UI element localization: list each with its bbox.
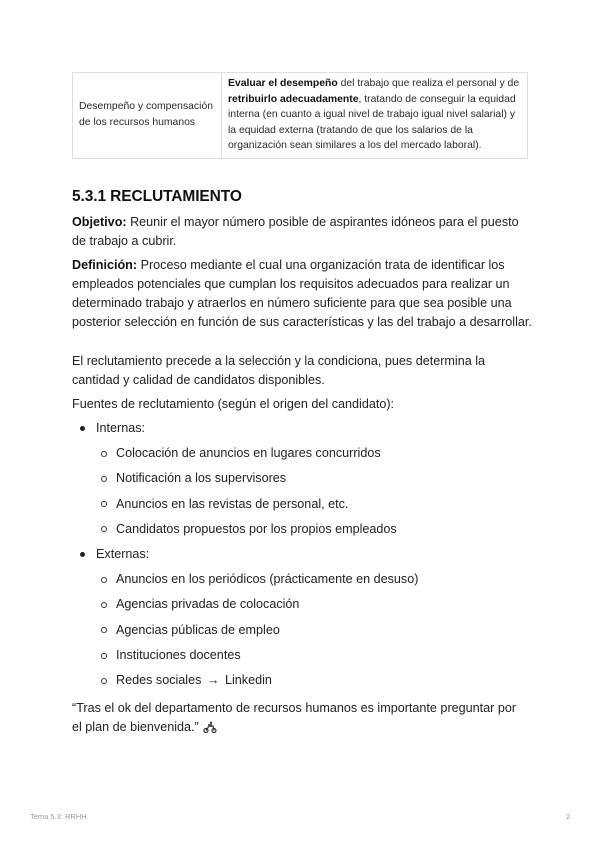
circle-bullet-icon: [101, 627, 107, 633]
circle-bullet-icon: [101, 653, 107, 659]
circle-bullet-icon: [101, 476, 107, 482]
external-item-text: Instituciones docentes: [116, 648, 241, 663]
list-item-internal: [72, 419, 532, 444]
list-item: [72, 469, 532, 494]
quote-text: “Tras el ok del departamento de recursos humanos es importante preguntar por el plan de bienvenida.”: [72, 701, 517, 734]
bold-evaluate: Evaluar el desempeño: [228, 78, 338, 89]
external-item-text: Redes sociales: [116, 673, 202, 688]
external-label: Externas:: [96, 547, 150, 562]
bold-retribute: retribuirlo adecuadamente: [228, 93, 359, 105]
external-item-text: Anuncios en los periódicos (prácticamente en desuso): [116, 572, 419, 587]
bullet-icon: [80, 552, 85, 557]
internal-item-text: Colocación de anuncios en lugares concurridos: [116, 446, 381, 460]
objective-label: Objetivo:: [72, 215, 127, 229]
scooter-icon: [203, 720, 217, 739]
section-heading: 5.3.1 RECLUTAMIENTO: [72, 188, 242, 205]
precedence-paragraph: El reclutamiento precede a la selección y la condiciona, pues determina la cantidad y calidad de candidatos disponibles.: [72, 354, 486, 387]
circle-bullet-icon: [101, 451, 107, 457]
list-item: [72, 495, 532, 520]
page-number: 2: [566, 812, 571, 821]
circle-bullet-icon: [101, 501, 107, 507]
table-row: [73, 73, 528, 159]
list-item-external: [72, 545, 532, 570]
definition-paragraph: [72, 256, 532, 332]
external-item-text: Linkedin: [225, 673, 272, 688]
function-name: Desempeño y compensación de los recursos humanos: [79, 101, 213, 128]
internal-item-text: Anuncios en las revistas de personal, etc.: [116, 496, 349, 511]
list-item: [72, 646, 532, 671]
external-item-text: Agencias públicas de empleo: [116, 622, 280, 637]
list-item: [72, 520, 532, 545]
arrow-right-icon: →: [206, 673, 220, 688]
list-item: [72, 570, 532, 595]
external-item-text: Agencias privadas de colocación: [116, 597, 300, 612]
objective-text: Reunir el mayor número posible de aspirantes idóneos para el puesto de trabajo a cubrir.: [72, 215, 519, 248]
list-item: [72, 621, 532, 646]
sources-intro: Fuentes de reclutamiento (según el origen del candidato):: [72, 397, 395, 411]
definition-text: Proceso mediante el cual una organización trata de identificar los empleados potenciales que cumplan los requisitos adecuados para realizar un determinado trabajo y atraerlos en número suficiente para que sea posible una posterior selección en función de sus características y las del trabajo a desarrollar.: [72, 258, 532, 329]
circle-bullet-icon: [101, 577, 107, 583]
list-item: [72, 671, 532, 696]
footer-title: Tema 5.3: RRHH: [30, 812, 87, 821]
closing-quote: [72, 699, 522, 739]
internal-label: Internas:: [96, 421, 146, 435]
circle-bullet-icon: [101, 678, 107, 684]
table-cell-function: [73, 73, 222, 159]
definition-label: Definición:: [72, 258, 138, 272]
description-text-1: del trabajo que realiza el personal y de: [337, 78, 520, 89]
circle-bullet-icon: [101, 526, 107, 532]
bullet-icon: [80, 426, 85, 431]
objective-paragraph: [72, 213, 532, 251]
list-item: [72, 595, 532, 620]
circle-bullet-icon: [101, 602, 107, 608]
table-cell-description: [222, 73, 528, 159]
sources-list: [72, 419, 532, 697]
internal-item-text: Notificación a los supervisores: [116, 471, 287, 486]
list-item: [72, 444, 532, 469]
internal-item-text: Candidatos propuestos por los propios empleados: [116, 521, 397, 536]
functions-table: [72, 72, 528, 159]
description-text-2: , tratando de conseguir la equidad interna (en cuanto a igual nivel de trabajo igual nivel salarial) y la equidad externa (tratando de que los salarios de la organización sean similares a los del mercado laboral).: [228, 93, 516, 152]
